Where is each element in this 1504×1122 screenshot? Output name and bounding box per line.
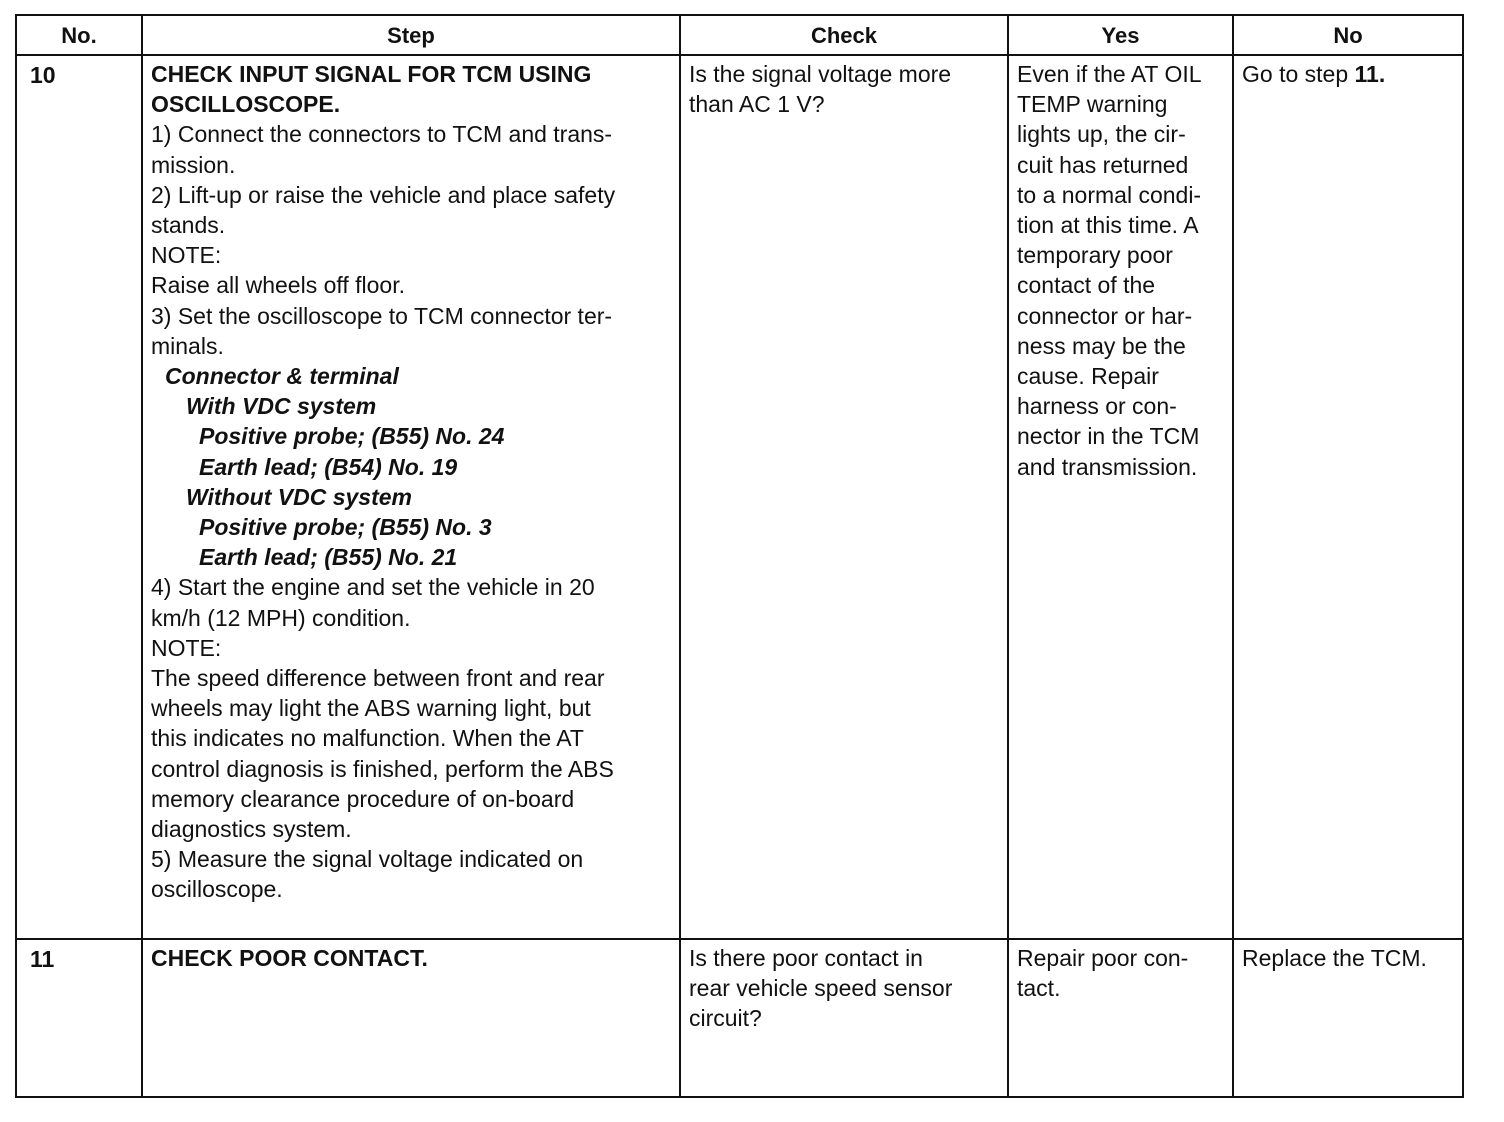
header-check: Check (680, 15, 1008, 55)
step-text-line: stands. (151, 212, 226, 239)
yes-text-line: Even if the AT OIL (1017, 61, 1202, 87)
check-text-line: than AC 1 V? (689, 91, 825, 118)
yes-text-line: to a normal condi- (1017, 181, 1202, 208)
yes-text-line: temporary poor (1017, 242, 1173, 269)
header-row (16, 15, 1463, 55)
check-cell (680, 55, 1008, 939)
step-text-line: NOTE: (151, 242, 222, 269)
step-text-line: NOTE: (151, 634, 222, 661)
yes-text-line: nector in the TCM (1017, 423, 1200, 450)
step-number: 11 (16, 939, 142, 1097)
step-heading-line: OSCILLOSCOPE. (151, 91, 341, 118)
yes-text-line: tion at this time. A (1017, 212, 1199, 239)
step-text-line: The speed difference between front and rear (151, 665, 605, 692)
step-text-line: minals. (151, 332, 224, 359)
without-vdc-earth-lead: Earth lead; (B55) No. 21 (199, 544, 458, 571)
yes-cell (1008, 939, 1233, 1097)
step-text-line: Raise all wheels off floor. (151, 272, 405, 299)
with-vdc-positive-probe: Positive probe; (B55) No. 24 (199, 423, 505, 450)
check-cell (680, 939, 1008, 1097)
step-text-line: diagnostics system. (151, 816, 352, 843)
with-vdc-earth-lead: Earth lead; (B54) No. 19 (199, 453, 458, 480)
check-text-line: circuit? (689, 1005, 762, 1032)
header-step: Step (142, 15, 680, 55)
table-row (16, 939, 1463, 1097)
step-text-line: km/h (12 MPH) condition. (151, 604, 411, 631)
step-text-line: memory clearance procedure of on-board (151, 785, 575, 812)
without-vdc-positive-probe: Positive probe; (B55) No. 3 (199, 514, 492, 541)
header-no-result: No (1233, 15, 1463, 55)
step-heading-line: CHECK POOR CONTACT. (151, 945, 428, 971)
step-cell (142, 939, 680, 1097)
step-text-line: 3) Set the oscilloscope to TCM connector ter- (151, 302, 613, 329)
yes-text-line: contact of the (1017, 272, 1156, 299)
check-text-line: Is the signal voltage more (689, 61, 952, 87)
with-vdc-title: With VDC system (186, 393, 377, 420)
yes-text-line: Repair poor con- (1017, 945, 1189, 971)
yes-text-line: TEMP warning (1017, 91, 1168, 118)
step-text-line: 4) Start the engine and set the vehicle in 20 (151, 574, 595, 601)
check-text-line: Is there poor contact in (689, 945, 923, 971)
no-result-prefix: Go to step (1242, 61, 1355, 87)
step-text-line: wheels may light the ABS warning light, but (151, 695, 591, 722)
step-text-line: mission. (151, 151, 236, 178)
header-no: No. (16, 15, 142, 55)
step-text-line: 1) Connect the connectors to TCM and trans- (151, 121, 613, 148)
connector-terminal-title: Connector & terminal (165, 363, 399, 390)
yes-text-line: tact. (1017, 975, 1061, 1002)
yes-text-line: cuit has returned (1017, 151, 1189, 178)
yes-cell (1008, 55, 1233, 939)
without-vdc-title: Without VDC system (186, 483, 412, 510)
header-yes: Yes (1008, 15, 1233, 55)
table-row (16, 55, 1463, 939)
no-result-cell (1233, 939, 1463, 1097)
diagnostic-table (15, 14, 1464, 1098)
no-result-text: Replace the TCM. (1242, 945, 1427, 971)
yes-text-line: lights up, the cir- (1017, 121, 1186, 148)
yes-text-line: ness may be the (1017, 332, 1186, 359)
step-heading-line: CHECK INPUT SIGNAL FOR TCM USING (151, 61, 592, 87)
step-text-line: oscilloscope. (151, 876, 283, 903)
step-text-line: 2) Lift-up or raise the vehicle and place safety (151, 181, 616, 208)
no-result-cell (1233, 55, 1463, 939)
step-text-line: control diagnosis is finished, perform the ABS (151, 755, 614, 782)
yes-text-line: connector or har- (1017, 302, 1193, 329)
step-cell (142, 55, 680, 939)
step-text-line: this indicates no malfunction. When the AT (151, 725, 584, 752)
step-number: 10 (16, 55, 142, 939)
no-result-step-ref: 11. (1354, 61, 1386, 87)
yes-text-line: and transmission. (1017, 453, 1198, 480)
check-text-line: rear vehicle speed sensor (689, 975, 953, 1002)
step-text-line: 5) Measure the signal voltage indicated on (151, 846, 584, 873)
yes-text-line: cause. Repair (1017, 363, 1159, 390)
yes-text-line: harness or con- (1017, 393, 1177, 420)
